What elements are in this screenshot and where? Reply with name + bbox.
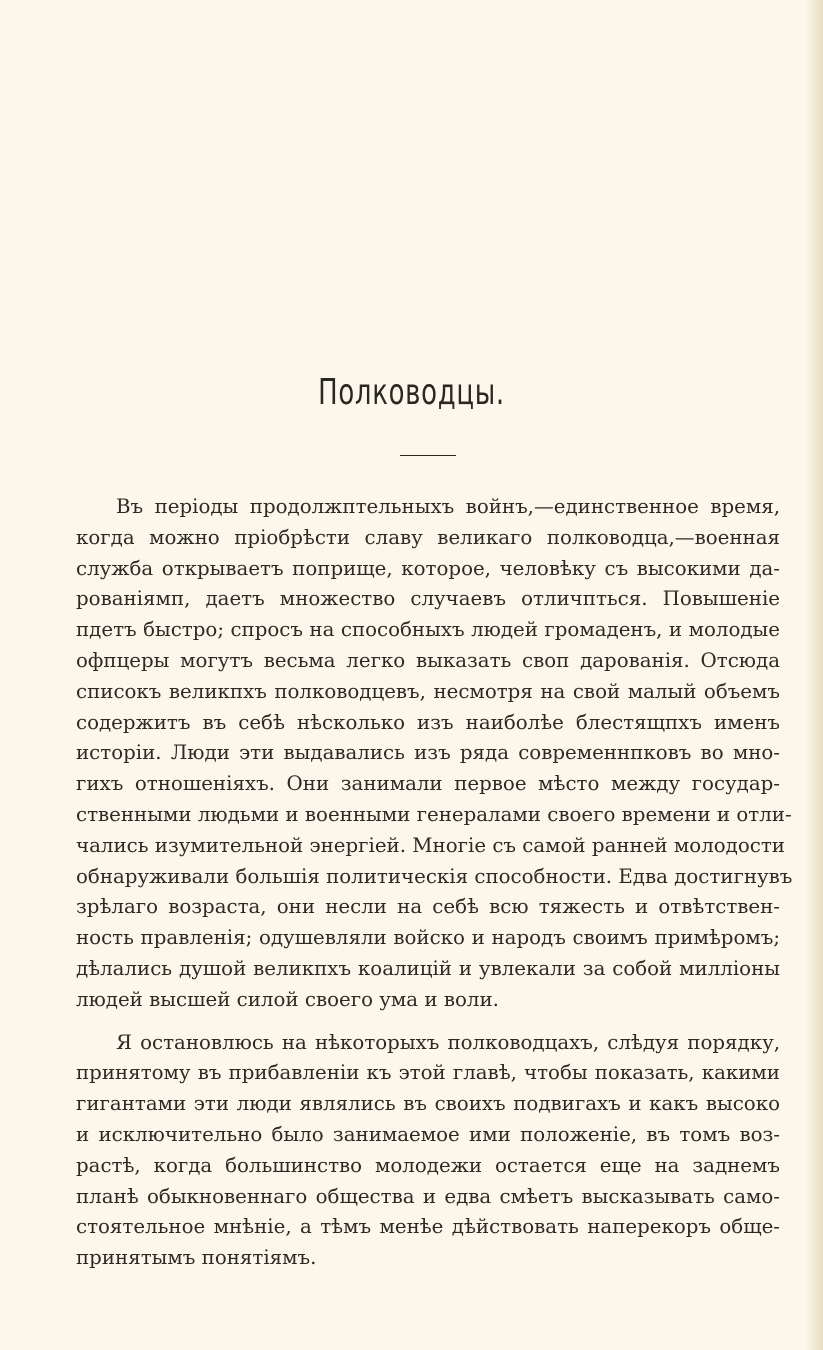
text-line: гигантами эти люди являлись въ своихъ подвигахъ и какъ высоко bbox=[76, 1092, 780, 1116]
text-line: служба открываетъ поприще, которое, человѣку съ высокими да- bbox=[76, 556, 780, 580]
text-line: планѣ обыкновеннаго общества и едва смѣетъ высказывать само- bbox=[76, 1184, 780, 1208]
text-line: стоятельное мнѣніе, а тѣмъ менѣе дѣйствовать наперекоръ обще- bbox=[76, 1215, 780, 1239]
text-line: содержитъ въ себѣ нѣсколько изъ наиболѣе блестящпхъ именъ bbox=[76, 710, 780, 734]
text-line: обнаруживали большія политическія способности. Едва достигнувъ bbox=[76, 864, 793, 888]
paragraph-gap bbox=[76, 1016, 780, 1028]
text-line: растѣ, когда большинство молодежи остается еще на заднемъ bbox=[76, 1153, 780, 1177]
text-line: рованіямп, даетъ множество случаевъ отличпться. Повышеніе bbox=[76, 587, 780, 611]
text-line: принятому въ прибавленіи къ этой главѣ, чтобы показать, какими bbox=[76, 1061, 780, 1085]
text-line: когда можно пріобрѣсти славу великаго полководца,—военная bbox=[76, 525, 780, 549]
page-edge-shadow bbox=[805, 0, 823, 1350]
text-line: и исключительно было занимаемое ими положеніе, въ томъ воз- bbox=[76, 1122, 780, 1146]
paragraph bbox=[76, 1028, 780, 1274]
text-line: офпцеры могутъ весьма легко выказать своп дарованія. Отсюда bbox=[76, 648, 780, 672]
text-line: Въ періоды продолжптельныхъ войнъ,—единственное время, bbox=[116, 495, 780, 518]
text-line: Я остановлюсь на нѣкоторыхъ полководцахъ, слѣдуя порядку, bbox=[116, 1030, 780, 1054]
paragraph bbox=[76, 492, 793, 1016]
text-line: пдетъ быстро; спросъ на способныхъ людей громаденъ, и молодые bbox=[76, 618, 780, 642]
page-title: Полководцы. bbox=[318, 372, 505, 413]
text-line: ственными людьми и военными генералами своего времени и отли- bbox=[76, 802, 792, 826]
text-line: людей высшей силой своего ума и воли. bbox=[76, 987, 499, 1011]
body-text bbox=[76, 492, 793, 1274]
title-divider bbox=[400, 455, 456, 456]
text-line: ность правленія; одушевляли войско и народъ своимъ примѣромъ; bbox=[76, 926, 780, 950]
text-line: принятымъ понятіямъ. bbox=[76, 1246, 317, 1270]
text-line: дѣлались душой великпхъ коалицій и увлекали за собой милліоны bbox=[76, 956, 780, 980]
text-line: гихъ отношеніяхъ. Они занимали первое мѣсто между государ- bbox=[76, 772, 780, 796]
text-line: списокъ великпхъ полководцевъ, несмотря на свой малый объемъ bbox=[76, 679, 780, 703]
text-line: чались изумительной энергіей. Многіе съ самой ранней молодости bbox=[76, 833, 785, 857]
text-line: зрѣлаго возраста, они несли на себѣ всю тяжесть и отвѣтствен- bbox=[76, 895, 780, 919]
text-line: исторіи. Люди эти выдавались изъ ряда современнпковъ во мно- bbox=[76, 741, 780, 765]
